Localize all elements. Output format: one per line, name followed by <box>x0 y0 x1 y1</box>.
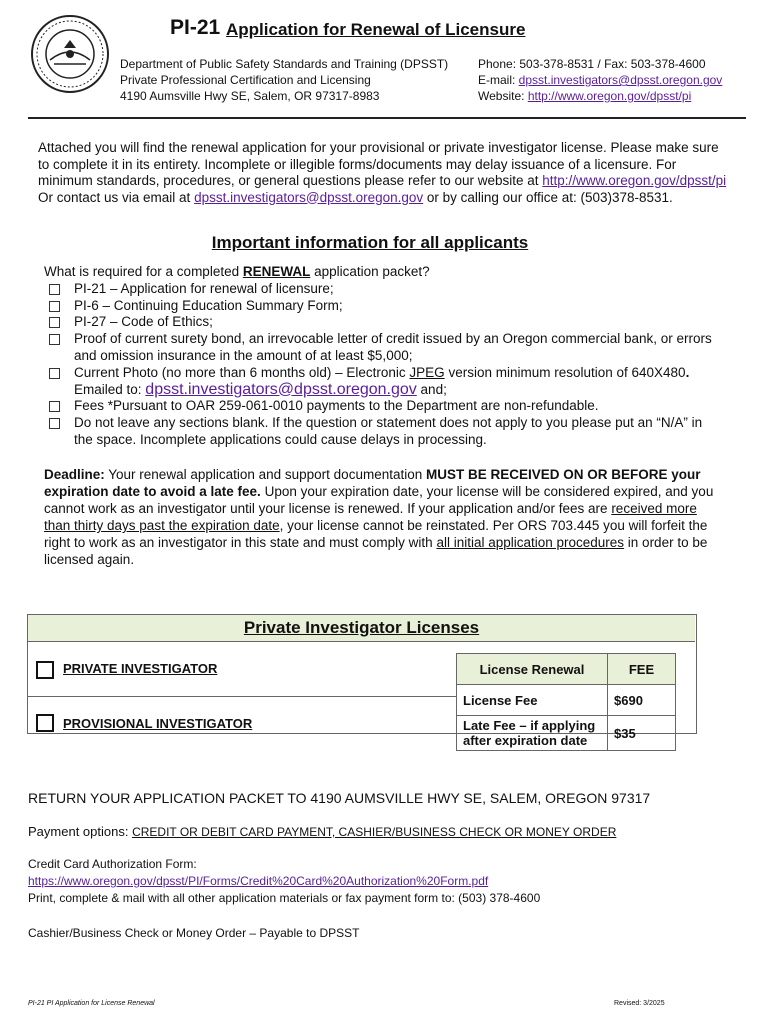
requirements-list <box>44 281 724 449</box>
intro-text-3: or by calling our office at: (503)378-8531. <box>423 189 673 205</box>
photo-jpeg: JPEG <box>409 364 445 380</box>
table-row <box>457 685 676 716</box>
list-item <box>44 415 724 449</box>
list-item <box>44 281 724 298</box>
intro-email-link[interactable]: dpsst.investigators@dpsst.oregon.gov <box>194 189 424 205</box>
header-divider <box>28 117 746 119</box>
fee-value: $35 <box>608 716 676 751</box>
photo-text: Current Photo (no more than 6 months old) – Electronic <box>74 364 410 380</box>
checkbox-icon <box>49 401 60 412</box>
phone-fax: Phone: 503-378-8531 / Fax: 503-378-4600 <box>478 57 706 71</box>
license-heading <box>28 615 695 642</box>
credit-card-section <box>28 856 540 907</box>
email-label: E-mail: <box>478 73 519 87</box>
deadline-label: Deadline: <box>44 467 105 482</box>
photo-resolution: version minimum resolution of 640X480 <box>444 364 686 380</box>
emailed-label: Emailed to: <box>74 381 146 397</box>
footer-revised: Revised: 3/2025 <box>614 1000 665 1007</box>
list-item <box>44 298 724 315</box>
item-text: PI-6 – Continuing Education Summary Form; <box>74 297 343 313</box>
intro-website-link[interactable]: http://www.oregon.gov/dpsst/pi <box>542 173 727 188</box>
list-item-photo <box>44 365 724 399</box>
email-line <box>478 72 722 88</box>
fee-value: $690 <box>608 685 676 716</box>
list-item <box>44 398 724 415</box>
deadline-paragraph <box>44 466 724 568</box>
cashier-check-note: Cashier/Business Check or Money Order – Payable to DPSST <box>28 926 360 940</box>
credit-card-label: Credit Card Authorization Form: <box>28 857 197 871</box>
credit-card-form-link[interactable]: https://www.oregon.gov/dpsst/PI/Forms/Credit%20Card%20Authorization%20Form.pdf <box>28 874 489 888</box>
website-label: Website: <box>478 89 528 103</box>
fee-label: License Fee <box>457 685 608 716</box>
agency-address: 4190 Aumsville Hwy SE, Salem, OR 97317-8983 <box>120 89 380 103</box>
checkbox-icon <box>49 418 60 429</box>
question-pre: What is required for a completed <box>44 264 243 279</box>
fee-header-fee: FEE <box>608 654 676 685</box>
form-title: Application for Renewal of Licensure <box>226 20 526 39</box>
license-option-divider <box>28 696 456 697</box>
website-line <box>478 88 722 104</box>
requirements-section <box>44 264 724 449</box>
deadline-underline: all initial application procedures <box>436 535 625 550</box>
license-heading-text: Private Investigator Licenses <box>243 618 480 637</box>
question-post: application packet? <box>310 264 430 279</box>
requirements-question <box>44 264 724 281</box>
item-text: PI-21 – Application for renewal of licensure; <box>74 280 334 296</box>
checkbox-icon <box>49 368 60 379</box>
agency-division: Private Professional Certification and Licensing <box>120 73 371 87</box>
question-renewal: RENEWAL <box>242 264 311 279</box>
payment-methods: CREDIT OR DEBIT CARD PAYMENT, CASHIER/BUSINESS CHECK OR MONEY ORDER <box>132 825 617 839</box>
private-investigator-label: PRIVATE INVESTIGATOR <box>63 661 218 676</box>
item-text: PI-27 – Code of Ethics; <box>74 314 213 330</box>
footer-form-name: PI-21 PI Application for License Renewal <box>28 1000 155 1007</box>
deadline-text: , your license cannot be reinstated. Per ORS 703.445 you will forfeit the right to work as an investigator in this state and must comply with <box>44 518 708 550</box>
provisional-investigator-label: PROVISIONAL INVESTIGATOR <box>63 716 253 731</box>
contact-block <box>478 56 722 104</box>
email-link[interactable]: dpsst.investigators@dpsst.oregon.gov <box>518 73 723 87</box>
emailed-post: and; <box>416 381 447 397</box>
checkbox-icon <box>49 284 60 295</box>
intro-text-2: Or contact us via email at <box>38 189 195 205</box>
list-item <box>44 331 724 365</box>
intro-text-1: Attached you will find the renewal application for your provisional or private investigator license. Please make sure to complete it in its entirety. Incomplete or illegible forms/documents may delay issuance of a licensure. For minimum standards, procedures, or general questions please refer to our website at <box>38 140 719 188</box>
photo-email-link[interactable]: dpsst.investigators@dpsst.oregon.gov <box>145 380 417 398</box>
provisional-investigator-checkbox[interactable] <box>36 714 54 732</box>
list-item <box>44 314 724 331</box>
fee-label: Late Fee – if applying after expiration date <box>457 716 608 751</box>
payment-options <box>28 824 616 839</box>
item-text: Proof of current surety bond, an irrevocable letter of credit issued by an Oregon commercial bank, or errors and omission insurance in the amount of at least $5,000; <box>74 331 712 363</box>
deadline-text: Your renewal application and support documentation <box>104 467 426 482</box>
item-text: Fees *Pursuant to OAR 259-061-0010 payments to the Department are non-refundable. <box>74 398 599 414</box>
website-link[interactable]: http://www.oregon.gov/dpsst/pi <box>527 89 692 103</box>
important-heading: Important information for all applicants <box>211 233 529 252</box>
intro-paragraph <box>38 140 728 206</box>
private-investigator-checkbox[interactable] <box>36 661 54 679</box>
checkbox-icon <box>49 334 60 345</box>
fee-table <box>456 653 676 751</box>
deadline-text: Upon your expiration date, your license will be considered expired, and you cannot work as an investigator until your license is renewed. If your application and/or fees are <box>44 484 714 516</box>
payment-label: Payment options: <box>28 824 133 839</box>
form-code: PI-21 <box>170 16 221 39</box>
credit-card-instructions: Print, complete & mail with all other application materials or fax payment form to: (503) 378-4600 <box>28 891 541 905</box>
agency-name: Department of Public Safety Standards and Training (DPSST) <box>120 57 449 71</box>
deadline-underline: received more than thirty days past the expiration date <box>44 501 697 533</box>
fee-header-renewal: License Renewal <box>457 654 608 685</box>
table-row <box>457 654 676 685</box>
deadline-bold: MUST BE RECEIVED ON OR BEFORE your expiration date to avoid a late fee. <box>44 467 701 499</box>
checkbox-icon <box>49 301 60 312</box>
return-address: RETURN YOUR APPLICATION PACKET TO 4190 AUMSVILLE HWY SE, SALEM, OREGON 97317 <box>28 790 651 806</box>
photo-dot: . <box>685 364 690 380</box>
item-text: Do not leave any sections blank. If the question or statement does not apply to you please put an “N/A” in the space. Incomplete applications could cause delays in processing. <box>74 415 703 447</box>
checkbox-icon <box>49 317 60 328</box>
agency-block <box>120 56 448 104</box>
table-row <box>457 716 676 751</box>
oregon-state-seal <box>30 14 110 94</box>
deadline-text: in order to be licensed again. <box>44 535 708 567</box>
